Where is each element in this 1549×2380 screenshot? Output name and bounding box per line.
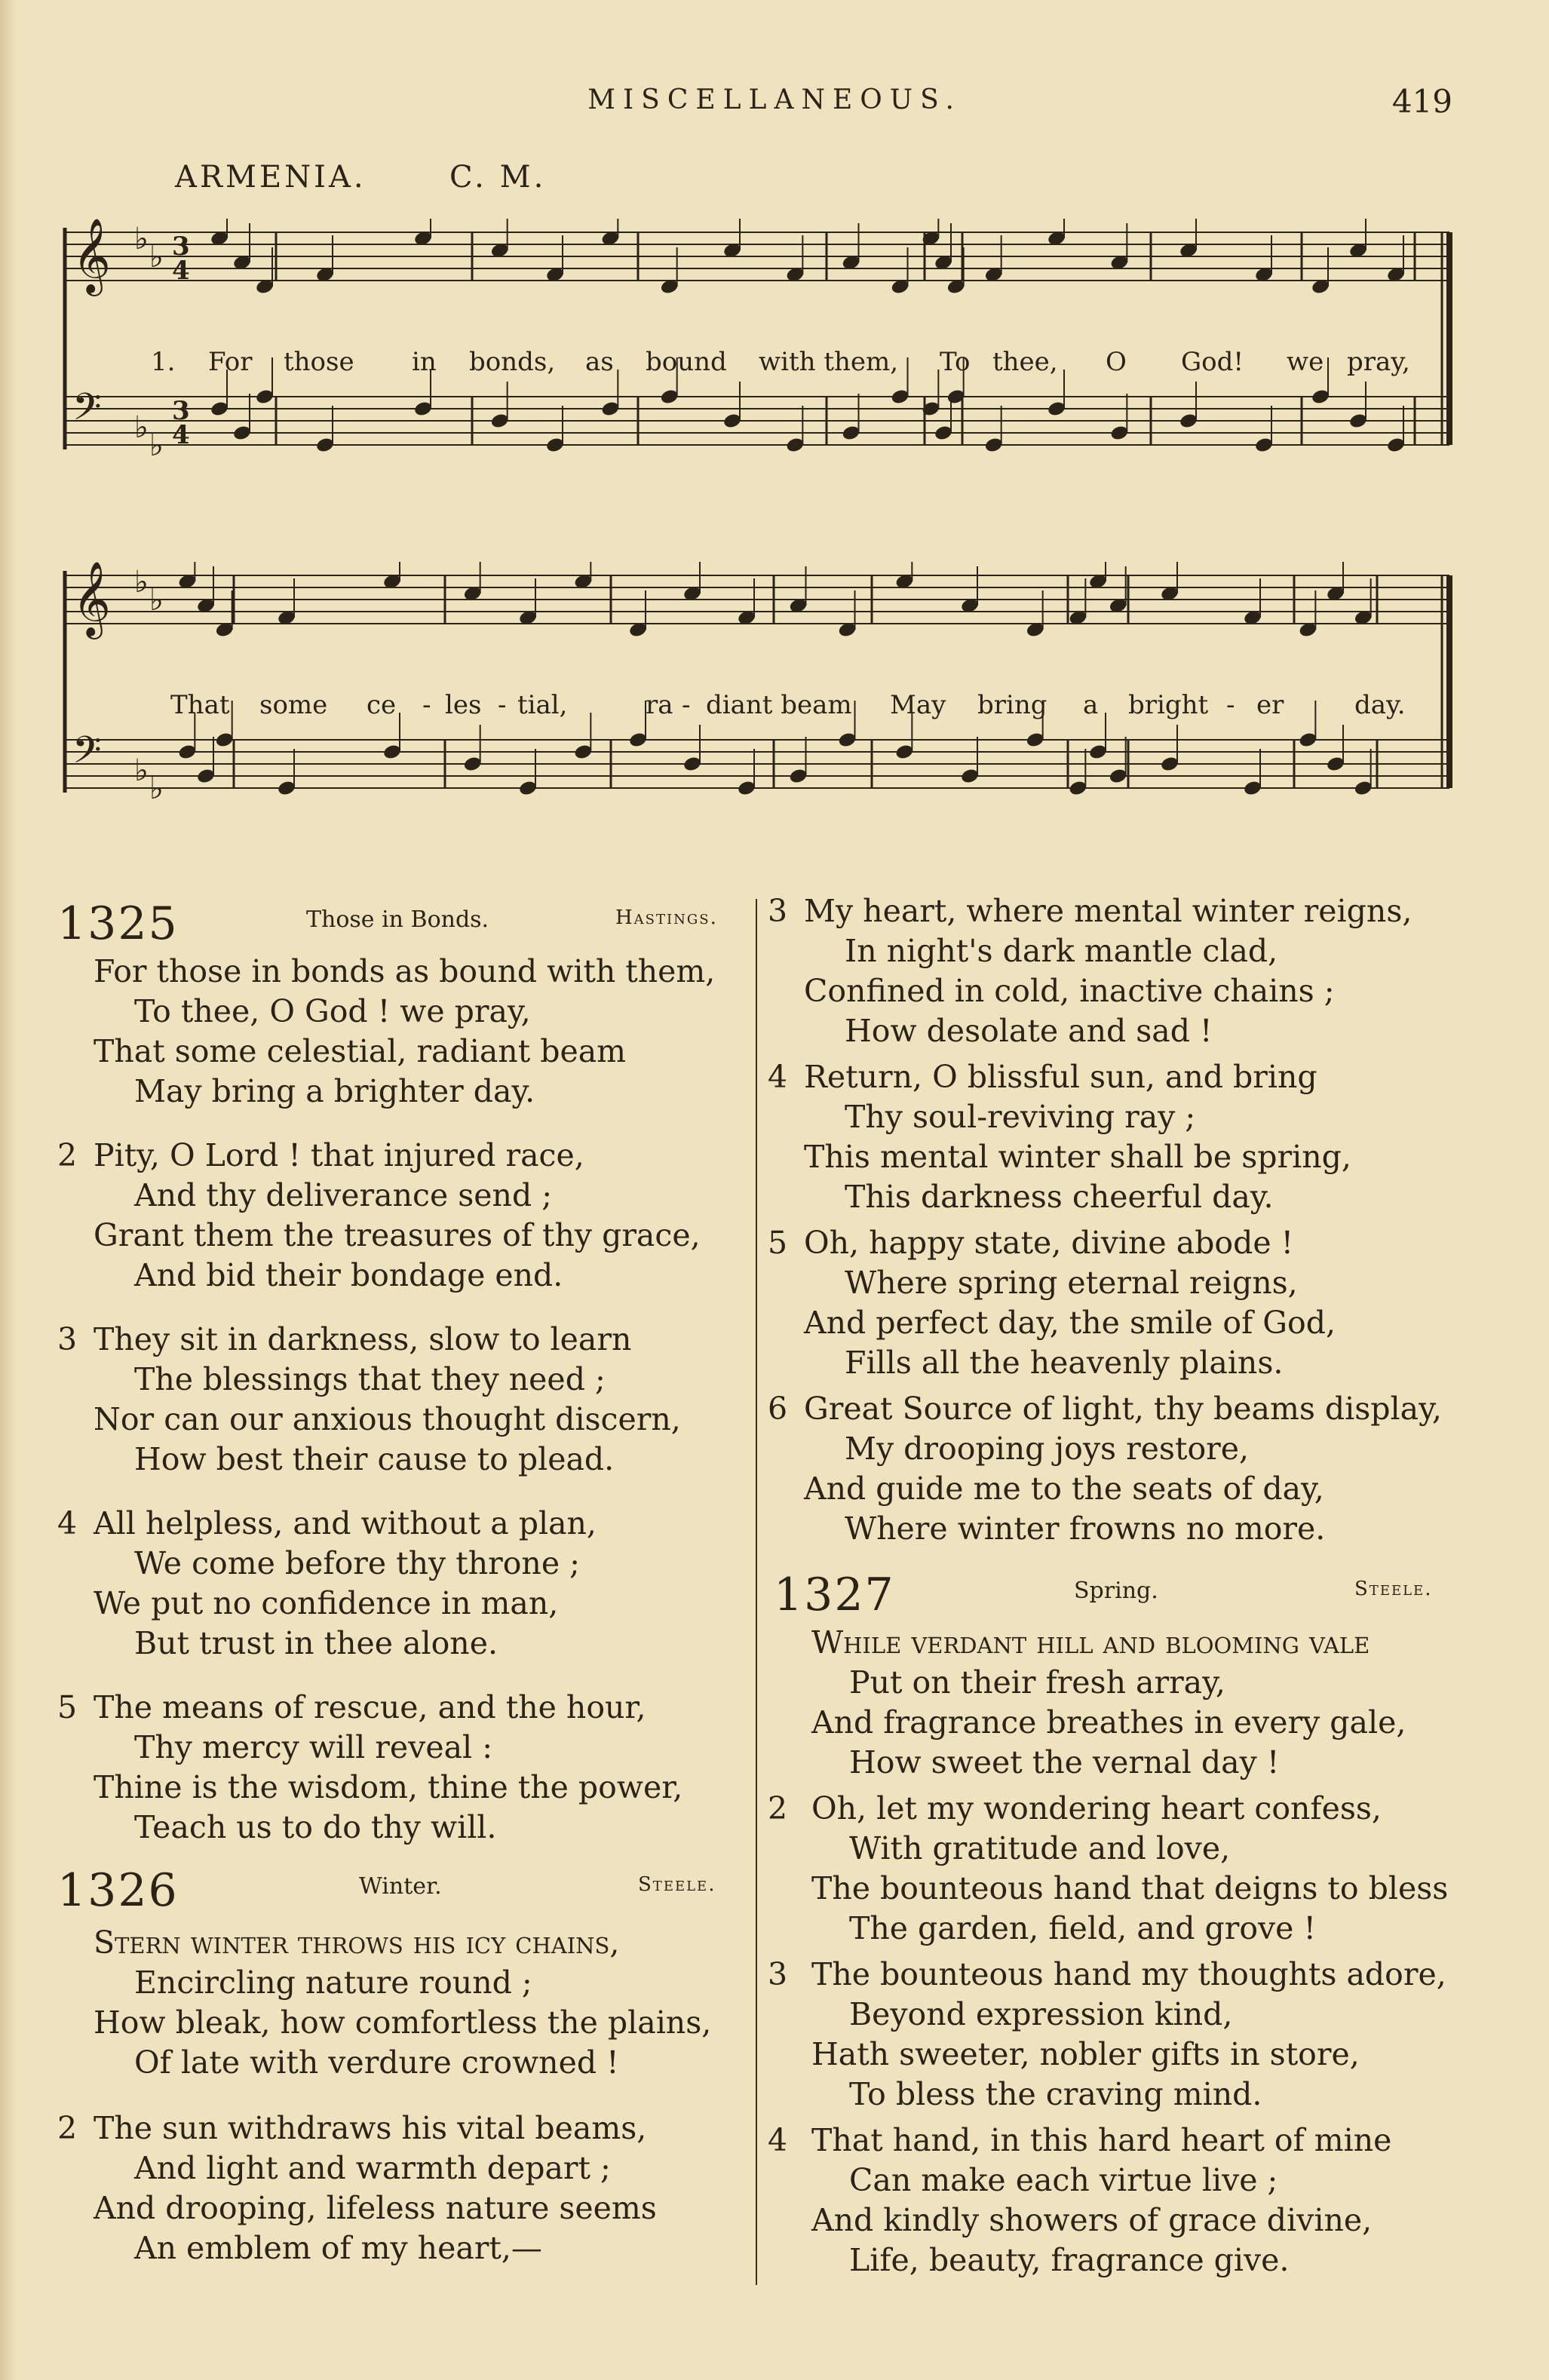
stanza-line: Hath sweeter, nobler gifts in store, bbox=[811, 2036, 1360, 2072]
lyric-syllable: in bbox=[412, 347, 437, 377]
verse-number: 3 bbox=[768, 1956, 788, 1992]
stanza bbox=[768, 1057, 1522, 1217]
stanza bbox=[57, 1688, 751, 1848]
lyric-syllable: pray, bbox=[1347, 347, 1410, 377]
stanza-line: This darkness cheerful day. bbox=[845, 1179, 1274, 1215]
stanza bbox=[768, 1389, 1522, 1549]
lyric-syllable: For bbox=[208, 347, 253, 377]
key-signature-flat-icon: ♭ bbox=[134, 410, 149, 445]
lyric-syllable: God! bbox=[1181, 347, 1244, 377]
key-signature-flat-icon: ♭ bbox=[149, 583, 164, 618]
stanza-line: Stern winter throws his icy chains, bbox=[94, 1925, 620, 1961]
hymn-number: 1326 bbox=[57, 1864, 179, 1917]
stanza-line: Return, O blissful sun, and bring bbox=[804, 1059, 1317, 1095]
bass-clef-icon: 𝄢 bbox=[72, 385, 102, 438]
lyric-syllable: - bbox=[682, 690, 691, 720]
stanza-line: Life, beauty, fragrance give. bbox=[849, 2242, 1290, 2278]
lyric-syllable: thee, bbox=[992, 347, 1058, 377]
lyric-syllable: 1. bbox=[151, 347, 176, 377]
lyric-syllable: tial, bbox=[517, 690, 568, 720]
stanza-line: They sit in darkness, slow to learn bbox=[94, 1321, 632, 1357]
treble-clef-icon: 𝄞 bbox=[72, 562, 111, 636]
lyric-syllable: with them, bbox=[759, 347, 899, 377]
lyric-syllable: bound bbox=[646, 347, 727, 377]
hymn-title: Spring. bbox=[1074, 1578, 1158, 1604]
stanza-line: And drooping, lifeless nature seems bbox=[94, 2190, 657, 2226]
stanza bbox=[768, 1955, 1522, 2115]
verse-number: 5 bbox=[768, 1225, 788, 1261]
stanza-line: The bounteous hand that deigns to bless bbox=[811, 1870, 1449, 1906]
stanza bbox=[768, 1789, 1522, 1949]
stanza-line: That some celestial, radiant beam bbox=[94, 1033, 627, 1069]
time-signature-top: 3 bbox=[172, 232, 190, 262]
hymn-title: Winter. bbox=[359, 1873, 442, 1900]
hymn-author: Steele. bbox=[1354, 1578, 1433, 1600]
stanza-line: Where winter frowns no more. bbox=[845, 1511, 1326, 1547]
stanza-line: Oh, let my wondering heart confess, bbox=[811, 1790, 1382, 1826]
stanza-line: How sweet the vernal day ! bbox=[849, 1744, 1280, 1780]
stanza-line: Where spring eternal reigns, bbox=[845, 1265, 1298, 1301]
stanza-line: All helpless, and without a plan, bbox=[94, 1505, 597, 1541]
lyrics-line-1 bbox=[53, 347, 1463, 385]
key-signature-flat-icon: ♭ bbox=[134, 753, 149, 788]
stanza-line: How desolate and sad ! bbox=[845, 1013, 1213, 1049]
lyric-syllable: les bbox=[445, 690, 482, 720]
stanza-line: Great Source of light, thy beams display, bbox=[804, 1391, 1442, 1427]
verse-number: 3 bbox=[57, 1321, 78, 1357]
stanza-line: Oh, happy state, divine abode ! bbox=[804, 1225, 1294, 1261]
page-number: 419 bbox=[1391, 83, 1452, 120]
stanza-line: And kindly showers of grace divine, bbox=[811, 2202, 1373, 2238]
stanza-line: Beyond expression kind, bbox=[849, 1996, 1233, 2032]
lyrics-line-2 bbox=[53, 690, 1463, 728]
hymn-author: Steele. bbox=[638, 1873, 716, 1896]
stanza-line: And bid their bondage end. bbox=[134, 1257, 563, 1293]
stanza-line: May bring a brighter day. bbox=[134, 1073, 535, 1109]
lyric-syllable: as bbox=[585, 347, 614, 377]
stanza-line: An emblem of my heart,— bbox=[134, 2230, 542, 2266]
hymn-heading-1327 bbox=[774, 1569, 1468, 1621]
time-signature-top: 3 bbox=[172, 396, 190, 426]
key-signature-flat-icon: ♭ bbox=[134, 222, 149, 256]
stanza-line: Put on their fresh array, bbox=[849, 1664, 1225, 1701]
music-system-2 bbox=[53, 562, 1463, 879]
lyric-syllable: ra bbox=[646, 690, 673, 720]
lyric-syllable: - bbox=[498, 690, 507, 720]
stanza-line: While verdant hill and blooming vale bbox=[811, 1624, 1370, 1661]
stanza-line: Confined in cold, inactive chains ; bbox=[804, 973, 1335, 1009]
lyric-syllable: That bbox=[170, 690, 230, 720]
stanza-line: Thy mercy will reveal : bbox=[134, 1729, 493, 1765]
verse-number: 2 bbox=[57, 2110, 78, 2146]
stanza-line: For those in bonds as bound with them, bbox=[94, 953, 716, 989]
stanza bbox=[57, 1923, 751, 2083]
stanza-line: We put no confidence in man, bbox=[94, 1585, 559, 1621]
stanza-line: And fragrance breathes in every gale, bbox=[811, 1704, 1406, 1741]
stanza bbox=[57, 1504, 751, 1664]
time-signature-bottom: 4 bbox=[172, 256, 190, 286]
stanza-line: Grant them the treasures of thy grace, bbox=[94, 1217, 701, 1253]
stanza bbox=[57, 1320, 751, 1480]
stanza-line: The garden, field, and grove ! bbox=[849, 1910, 1316, 1946]
lyric-syllable: bring bbox=[977, 690, 1047, 720]
bass-clef-icon: 𝄢 bbox=[72, 728, 102, 781]
page-edge bbox=[0, 0, 17, 2380]
stanza bbox=[768, 891, 1522, 1051]
lyric-syllable: - bbox=[422, 690, 431, 720]
stanza-line: Teach us to do thy will. bbox=[134, 1809, 497, 1845]
time-signature-bottom: 4 bbox=[172, 420, 190, 450]
stanza-line: The sun withdraws his vital beams, bbox=[94, 2110, 647, 2146]
lyric-syllable: bonds, bbox=[469, 347, 556, 377]
stanza-line: And thy deliverance send ; bbox=[134, 1177, 553, 1213]
verse-number: 2 bbox=[57, 1137, 78, 1173]
stanza-line: And perfect day, the smile of God, bbox=[804, 1305, 1336, 1341]
hymn-author: Hastings. bbox=[615, 906, 718, 929]
hymn-title: Those in Bonds. bbox=[306, 906, 489, 933]
lyric-syllable: a bbox=[1083, 690, 1099, 720]
stanza bbox=[57, 2109, 751, 2268]
stanza-line: Nor can our anxious thought discern, bbox=[94, 1401, 681, 1437]
key-signature-flat-icon: ♭ bbox=[149, 771, 164, 806]
stanza-line: To thee, O God ! we pray, bbox=[134, 993, 531, 1029]
lyric-syllable: diant beam bbox=[706, 690, 852, 720]
stanza-line: The means of rescue, and the hour, bbox=[94, 1689, 646, 1725]
stanza-line: To bless the craving mind. bbox=[849, 2076, 1262, 2112]
stanza-line: Of late with verdure crowned ! bbox=[134, 2044, 619, 2081]
running-head: MISCELLANEOUS. bbox=[587, 84, 962, 115]
stanza bbox=[57, 952, 751, 1112]
stanza-line: Encircling nature round ; bbox=[134, 1964, 532, 2001]
stanza-line: The blessings that they need ; bbox=[134, 1361, 606, 1397]
stanza-line: But trust in thee alone. bbox=[134, 1625, 498, 1661]
stanza-line: My drooping joys restore, bbox=[845, 1431, 1250, 1467]
key-signature-flat-icon: ♭ bbox=[149, 240, 164, 274]
lyric-syllable: - bbox=[1226, 690, 1235, 720]
treble-clef-icon: 𝄞 bbox=[72, 219, 111, 293]
tune-meter: C. M. bbox=[449, 160, 547, 195]
stanza bbox=[768, 2121, 1522, 2280]
lyric-syllable: May bbox=[890, 690, 946, 720]
stanza-line: How bleak, how comfortless the plains, bbox=[94, 2004, 712, 2041]
column-rule bbox=[756, 899, 757, 2285]
stanza-line: This mental winter shall be spring, bbox=[804, 1139, 1351, 1175]
tune-name: ARMENIA. bbox=[175, 160, 367, 195]
stanza bbox=[57, 1136, 751, 1296]
lyric-syllable: ce bbox=[367, 690, 397, 720]
hymn-heading-1326 bbox=[57, 1864, 742, 1917]
stanza bbox=[768, 1623, 1522, 1783]
stanza-line: Thine is the wisdom, thine the power, bbox=[94, 1769, 683, 1805]
stanza-line: That hand, in this hard heart of mine bbox=[811, 2122, 1392, 2158]
lyric-syllable: we bbox=[1287, 347, 1324, 377]
lyric-syllable: some bbox=[259, 690, 328, 720]
stanza-line: And light and warmth depart ; bbox=[134, 2150, 611, 2186]
key-signature-flat-icon: ♭ bbox=[149, 428, 164, 463]
lyric-syllable: er bbox=[1256, 690, 1284, 720]
key-signature-flat-icon: ♭ bbox=[134, 565, 149, 600]
hymn-number: 1327 bbox=[774, 1569, 895, 1621]
lyric-syllable: To bbox=[940, 347, 971, 377]
verse-number: 2 bbox=[768, 1790, 788, 1826]
lyric-syllable: those bbox=[284, 347, 354, 377]
verse-number: 4 bbox=[768, 2122, 788, 2158]
stanza-line: And guide me to the seats of day, bbox=[804, 1471, 1324, 1507]
stanza-line: We come before thy throne ; bbox=[134, 1545, 580, 1581]
stanza-line: Pity, O Lord ! that injured race, bbox=[94, 1137, 584, 1173]
stanza-line: How best their cause to plead. bbox=[134, 1441, 615, 1477]
stanza-line: In night's dark mantle clad, bbox=[845, 933, 1278, 969]
verse-number: 6 bbox=[768, 1391, 788, 1427]
stanza-line: Can make each virtue live ; bbox=[849, 2162, 1278, 2198]
verse-number: 3 bbox=[768, 893, 788, 929]
verse-number: 4 bbox=[768, 1059, 788, 1095]
stanza-line: The bounteous hand my thoughts adore, bbox=[811, 1956, 1446, 1992]
lyric-syllable: O bbox=[1106, 347, 1127, 377]
verse-number: 4 bbox=[57, 1505, 78, 1541]
stanza-line: With gratitude and love, bbox=[849, 1830, 1231, 1866]
hymn-number: 1325 bbox=[57, 897, 179, 950]
stanza bbox=[768, 1223, 1522, 1383]
verse-number: 5 bbox=[57, 1689, 78, 1725]
stanza-line: My heart, where mental winter reigns, bbox=[804, 893, 1413, 929]
stanza-line: Thy soul-reviving ray ; bbox=[845, 1099, 1196, 1135]
lyric-syllable: day. bbox=[1354, 690, 1406, 720]
stanza-line: Fills all the heavenly plains. bbox=[845, 1345, 1284, 1381]
hymn-heading-1325 bbox=[57, 897, 742, 950]
music-system-1 bbox=[53, 219, 1463, 535]
lyric-syllable: bright bbox=[1128, 690, 1209, 720]
